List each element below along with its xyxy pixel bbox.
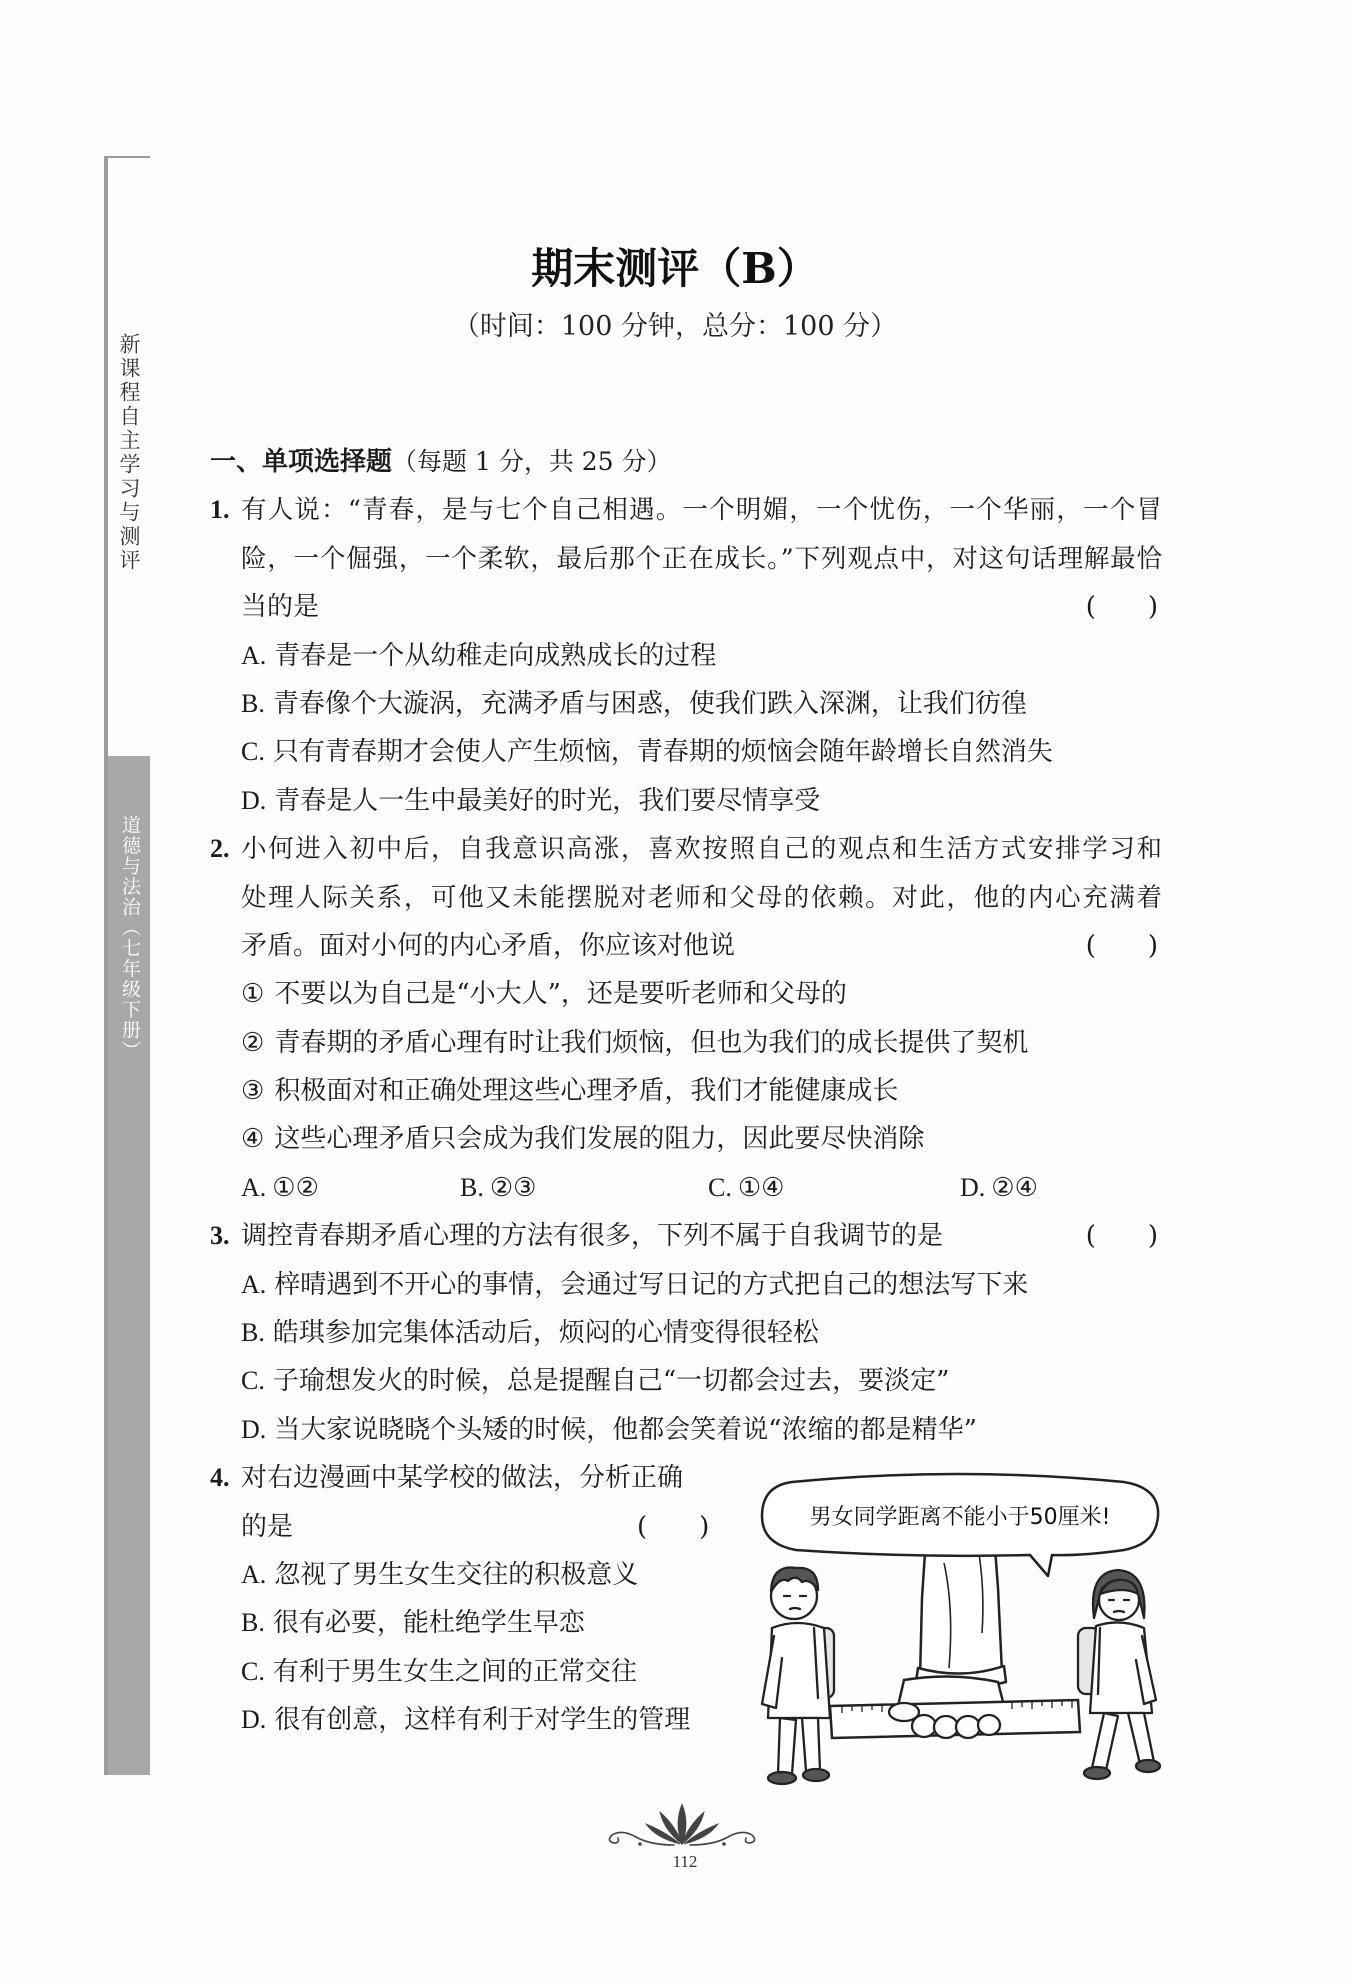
- option-label: C.: [708, 1172, 732, 1202]
- answer-blank: ( ): [1085, 930, 1158, 961]
- option-text: 很有创意，这样有利于对学生的管理: [274, 1705, 691, 1736]
- statement-text: 积极面对和正确处理这些心理矛盾，我们才能健康成长: [274, 1076, 899, 1107]
- option-row: [210, 1406, 1162, 1454]
- cartoon-illustration: [752, 1468, 1164, 1798]
- question-number: 2.: [210, 834, 230, 864]
- answer-blank: ( ): [1085, 1221, 1158, 1252]
- finger: [978, 1715, 1000, 1735]
- boy-leg: [802, 1718, 820, 1771]
- question-1-stem-line: [210, 486, 1162, 534]
- option-text: 青春是人一生中最美好的时光，我们要尽情享受: [274, 785, 821, 816]
- option-label: C.: [241, 1366, 265, 1396]
- option-label: B.: [460, 1172, 484, 1202]
- question-1-stem-line: [210, 583, 1162, 631]
- question-3-stem-line: [210, 1212, 1162, 1260]
- speech-bubble-text: 男女同学距离不能小于50厘米!: [809, 1505, 1111, 1530]
- option-text: 很有必要，能杜绝学生早恋: [272, 1608, 585, 1639]
- question-2-stem-line: [210, 874, 1162, 922]
- girl-figure: [1078, 1570, 1160, 1779]
- question-number: 1.: [210, 495, 230, 525]
- option-label: C.: [241, 737, 265, 767]
- question-stem-text: 小何进入初中后，自我意识高涨，喜欢按照自己的观点和生活方式安排学习和: [241, 834, 1162, 865]
- option-row: [210, 1309, 1162, 1357]
- option-row: [210, 1357, 1162, 1405]
- option-a: [241, 1164, 319, 1212]
- option-row: [210, 777, 1162, 825]
- option-label: D.: [241, 1414, 267, 1444]
- boy-shoe: [803, 1769, 829, 1781]
- answer-blank: ( ): [1085, 592, 1158, 623]
- sidebar-series-title: 新课程自主学习与测评: [117, 333, 141, 573]
- boy-mouth: [790, 1608, 800, 1609]
- question-stem-text: 对右边漫画中某学校的做法，分析正确: [241, 1463, 684, 1494]
- finger: [934, 1716, 958, 1738]
- girl-shoe: [1084, 1767, 1110, 1779]
- question-stem-text: 的是: [241, 1511, 294, 1542]
- sidebar-subject-title: 道德与法治（七年级下册）: [119, 815, 141, 1061]
- question-stem-text: 险，一个倔强，一个柔软，最后那个正在成长。”下列观点中，对这句话理解最恰: [241, 543, 1162, 574]
- footer-ornament-icon: [600, 1800, 765, 1848]
- combo-options-row: [210, 1164, 1162, 1212]
- option-label: A.: [241, 640, 267, 670]
- finger: [956, 1716, 980, 1738]
- option-row: [210, 728, 1162, 776]
- statement-row: [210, 1115, 1162, 1163]
- option-label: D.: [960, 1172, 986, 1202]
- boy-leg: [778, 1718, 796, 1774]
- option-b: [460, 1164, 536, 1212]
- sidebar-top-rule: [104, 156, 150, 158]
- option-text: 皓琪参加完集体活动后，烦闷的心情变得很轻松: [272, 1318, 819, 1349]
- question-stem-text: 调控青春期矛盾心理的方法有很多，下列不属于自我调节的是: [241, 1221, 944, 1252]
- option-label: D.: [241, 785, 267, 815]
- ornament-dot: [722, 1842, 726, 1846]
- ornament-dot: [638, 1842, 642, 1846]
- option-label: A.: [241, 1559, 267, 1589]
- option-text: ②④: [991, 1172, 1038, 1203]
- statement-text: 不要以为自己是“小大人”，还是要听老师和父母的: [274, 979, 847, 1010]
- option-text: 当大家说晓晓个头矮的时候，他都会笑着说“浓缩的都是精华”: [274, 1414, 977, 1445]
- statement-text: 这些心理矛盾只会成为我们发展的阻力，因此要尽快消除: [274, 1124, 925, 1155]
- finger: [912, 1715, 936, 1737]
- option-text: 子瑜想发火的时候，总是提醒自己“一切都会过去，要淡定”: [272, 1366, 950, 1397]
- question-stem-text: 处理人际关系，可他又未能摆脱对老师和父母的依赖。对此，他的内心充满着: [241, 882, 1162, 913]
- girl-leg: [1092, 1713, 1118, 1770]
- option-label: A.: [241, 1172, 267, 1202]
- statement-mark: ③: [241, 1076, 265, 1107]
- statement-row: [210, 1019, 1162, 1067]
- option-row: [210, 632, 1162, 680]
- page-title: 期末测评（B）: [531, 244, 819, 293]
- option-c: [708, 1164, 784, 1212]
- option-label: B.: [241, 1318, 265, 1348]
- girl-leg: [1128, 1713, 1154, 1764]
- option-label: B.: [241, 688, 265, 718]
- question-number: 3.: [210, 1221, 230, 1251]
- girl-shoe: [1136, 1760, 1160, 1772]
- option-text: ①④: [737, 1172, 785, 1203]
- option-text: 青春是一个从幼稚走向成熟成长的过程: [274, 640, 717, 671]
- question-number: 4.: [210, 1463, 230, 1493]
- option-label: B.: [241, 1608, 265, 1638]
- question-2-stem-line: [210, 825, 1162, 873]
- statement-mark: ④: [241, 1124, 265, 1155]
- option-text: 青春像个大漩涡，充满矛盾与困惑，使我们跌入深渊，让我们彷徨: [272, 688, 1027, 719]
- option-label: A.: [241, 1269, 267, 1299]
- option-text: 梓晴遇到不开心的事情，会通过写日记的方式把自己的想法写下来: [274, 1269, 1029, 1300]
- option-row: [210, 680, 1162, 728]
- girl-mouth: [1114, 1611, 1124, 1612]
- question-stem-text: 矛盾。面对小何的内心矛盾，你应该对他说: [241, 930, 736, 961]
- question-1-stem-line: [210, 535, 1162, 583]
- option-text: ①②: [272, 1172, 319, 1203]
- option-text: 有利于男生女生之间的正常交往: [272, 1656, 637, 1687]
- question-stem-text: 当的是: [241, 592, 320, 623]
- option-label: D.: [241, 1705, 267, 1735]
- statement-row: [210, 1067, 1162, 1115]
- statement-text: 青春期的矛盾心理有时让我们烦恼，但也为我们的成长提供了契机: [274, 1027, 1029, 1058]
- page-number: 112: [672, 1852, 698, 1871]
- question-stem-text: 有人说：“青春，是与七个自己相遇。一个明媚，一个忧伤，一个华丽，一个冒: [241, 495, 1162, 526]
- boy-shoe: [768, 1772, 796, 1784]
- section-scoring-note: （每题 1 分，共 25 分）: [392, 447, 672, 476]
- option-d: [960, 1164, 1038, 1212]
- option-text: ②③: [489, 1172, 537, 1203]
- section-title: 一、单项选择题: [210, 447, 393, 477]
- statement-mark: ①: [241, 979, 265, 1010]
- section-heading: [210, 438, 1162, 486]
- boy-figure: [762, 1568, 834, 1785]
- option-label: C.: [241, 1656, 265, 1686]
- exam-time-score: （时间：100 分钟，总分：100 分）: [452, 311, 898, 342]
- option-row: [210, 1261, 1162, 1309]
- option-text: 只有青春期才会使人产生烦恼，青春期的烦恼会随年龄增长自然消失: [272, 737, 1053, 768]
- answer-blank: ( ): [637, 1511, 710, 1542]
- question-2-stem-line: [210, 922, 1162, 970]
- statement-mark: ②: [241, 1027, 265, 1058]
- option-text: 忽视了男生女生交往的积极意义: [274, 1559, 639, 1590]
- statement-row: [210, 970, 1162, 1018]
